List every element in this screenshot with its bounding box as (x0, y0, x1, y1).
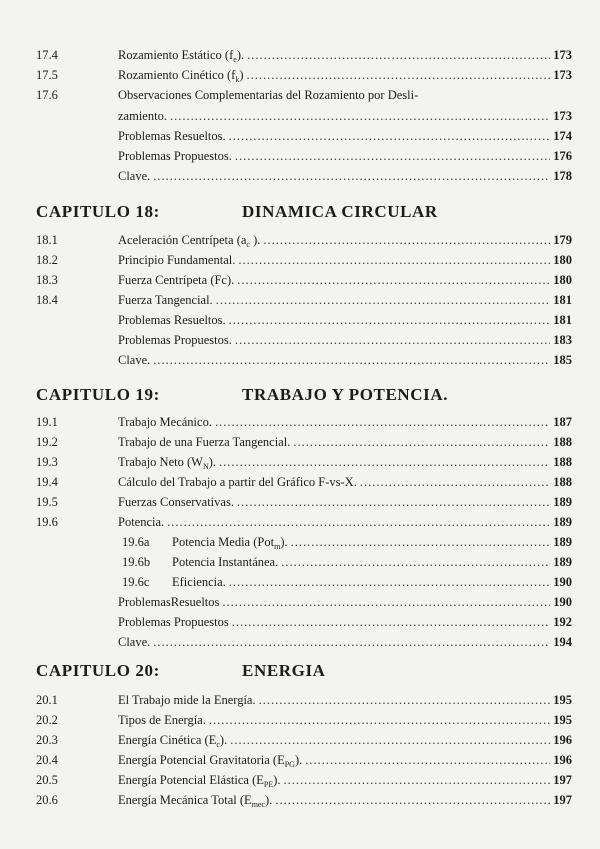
toc-entry[interactable] (118, 690, 572, 710)
toc-row (0, 290, 600, 310)
toc-entry[interactable] (118, 472, 572, 492)
toc-entry[interactable] (118, 290, 572, 310)
toc-entry[interactable] (118, 45, 572, 65)
entry-title: Problemas Resueltos. (118, 129, 226, 143)
toc-row (0, 146, 600, 166)
entry-title: Clave. (118, 635, 151, 649)
entry-title: Fuerza Centrípeta (Fc). (118, 273, 235, 287)
toc-entry[interactable] (118, 166, 572, 186)
toc-row (0, 552, 600, 572)
subsection-number: 19.6b (122, 555, 151, 569)
dot-leader (247, 65, 551, 85)
entry-title: Rozamiento Estático $(f_e)$. (118, 48, 245, 64)
page-number: 178 (553, 169, 572, 183)
toc-row (0, 65, 600, 85)
page-number: 187 (553, 415, 572, 429)
toc-row (0, 472, 600, 492)
dot-leader (230, 730, 550, 750)
dot-leader (219, 452, 550, 472)
section-number: 18.1 (36, 233, 58, 247)
toc-row (0, 532, 600, 552)
dot-leader (229, 572, 550, 592)
entry-title: Clave. (118, 353, 151, 367)
toc-entry[interactable] (118, 85, 572, 105)
toc-entry[interactable] (118, 412, 572, 432)
dot-leader (275, 790, 550, 810)
toc-entry[interactable] (118, 730, 572, 750)
section-number: 17.4 (36, 48, 58, 62)
page-number: 179 (553, 233, 572, 247)
page-number: 195 (553, 693, 572, 707)
section-number: 20.3 (36, 733, 58, 747)
page-number: 176 (553, 149, 572, 163)
page-number: 180 (553, 273, 572, 287)
page-number: 173 (553, 48, 572, 62)
toc-row (0, 750, 600, 770)
dot-leader (293, 432, 550, 452)
toc-row (0, 310, 600, 330)
section-number: 19.3 (36, 455, 58, 469)
dot-leader (263, 230, 550, 250)
entry-title: Trabajo Neto $(W_N)$. (118, 455, 217, 471)
toc-row (0, 330, 600, 350)
page-number: 173 (553, 68, 572, 82)
dot-leader (247, 45, 550, 65)
page-number: 190 (553, 595, 572, 609)
toc-row (0, 412, 600, 432)
toc-row (0, 632, 600, 652)
page-number: 180 (553, 253, 572, 267)
entry-title: Problemas Propuestos. (118, 333, 232, 347)
toc-row (0, 230, 600, 250)
toc-entry[interactable] (118, 250, 572, 270)
entry-title: El Trabajo mide la Energía. (118, 693, 256, 707)
chapter-title: TRABAJO Y POTENCIA. (242, 385, 449, 404)
page-number: 174 (553, 129, 572, 143)
toc-row (0, 432, 600, 452)
dot-leader (229, 310, 551, 330)
page-number: 194 (553, 635, 572, 649)
section-number: 18.4 (36, 293, 58, 307)
toc-row (0, 690, 600, 710)
dot-leader (229, 126, 551, 146)
section-number: 19.5 (36, 495, 58, 509)
entry-title: Problemas Propuestos. (118, 149, 232, 163)
toc-row (0, 106, 600, 126)
toc-entry[interactable] (118, 632, 572, 652)
entry-title: ProblemasResueltos (118, 595, 220, 609)
subsection-number: 19.6c (122, 575, 150, 589)
toc-entry[interactable] (118, 126, 572, 146)
section-number: 18.3 (36, 273, 58, 287)
dot-leader (281, 552, 550, 572)
entry-title: 19.6a Potencia Media (Pot$_m$). (122, 532, 288, 552)
section-number: 19.2 (36, 435, 58, 449)
toc-row (0, 492, 600, 512)
toc-row (0, 710, 600, 730)
entry-title: Tipos de Energía. (118, 713, 206, 727)
toc-entry[interactable] (118, 790, 572, 810)
dot-leader (222, 592, 550, 612)
entry-title: Energía Cinética $(E_c)$. (118, 733, 228, 749)
toc-row (0, 770, 600, 790)
page-number: 188 (553, 475, 572, 489)
page-number: 189 (553, 515, 572, 529)
toc-row (0, 612, 600, 632)
entry-title: Problemas Propuestos (118, 615, 229, 629)
dot-leader (215, 412, 550, 432)
chapter-label: CAPITULO 19: (36, 385, 160, 404)
toc-row (0, 592, 600, 612)
page-number: 189 (553, 535, 572, 549)
page-number: 192 (553, 615, 572, 629)
toc-row (0, 452, 600, 472)
dot-leader (170, 106, 550, 126)
subsection-number: 19.6a (122, 535, 150, 549)
chapter-title: ENERGIA (242, 661, 326, 680)
toc-entry[interactable] (118, 592, 572, 612)
entry-title: Potencia. (118, 515, 165, 529)
section-number: 20.5 (36, 773, 58, 787)
section-number: 17.5 (36, 68, 58, 82)
page-number: 190 (553, 575, 572, 589)
dot-leader (291, 532, 551, 552)
page-number: 196 (553, 733, 572, 747)
toc-row (0, 250, 600, 270)
section-number: 19.6 (36, 515, 58, 529)
toc-entry[interactable] (122, 572, 572, 592)
dot-leader (209, 710, 550, 730)
entry-title: Fuerza Tangencial. (118, 293, 213, 307)
entry-title: Aceleración Centrípeta (→ $a_c$ ). (118, 230, 260, 250)
entry-title: Energía Potencial Elástica $(E_{PE})$. (118, 773, 281, 789)
dot-leader (235, 146, 550, 166)
toc-entry[interactable] (118, 310, 572, 330)
dot-leader (237, 270, 550, 290)
dot-leader (235, 330, 550, 350)
section-number: 19.1 (36, 415, 58, 429)
toc-entry[interactable] (118, 750, 572, 770)
page-number: 197 (553, 773, 572, 787)
page-number: 185 (553, 353, 572, 367)
page-number: 196 (553, 753, 572, 767)
entry-title: Trabajo de una Fuerza Tangencial. (118, 435, 291, 449)
page-number: 195 (553, 713, 572, 727)
chapter-label: CAPITULO 18: (36, 202, 160, 221)
dot-leader (216, 290, 551, 310)
toc-row (0, 126, 600, 146)
toc-row (0, 350, 600, 370)
entry-title: Clave. (118, 169, 151, 183)
toc-row (0, 790, 600, 810)
page-number: 188 (553, 435, 572, 449)
chapter-heading (36, 199, 576, 225)
entry-title: Fuerzas Conservativas. (118, 495, 234, 509)
page-number: 189 (553, 495, 572, 509)
section-number: 20.1 (36, 693, 58, 707)
dot-leader (284, 770, 551, 790)
chapter-heading (36, 658, 576, 684)
chapter-label: CAPITULO 20: (36, 661, 160, 680)
toc-row (0, 572, 600, 592)
dot-leader (167, 512, 550, 532)
toc-entry[interactable] (118, 452, 572, 472)
vector-symbol: → a (241, 230, 247, 250)
page-number: 173 (553, 109, 572, 123)
entry-title: Energía Potencial Gravitatoria $(E_{PG})$. (118, 753, 303, 769)
toc-entry[interactable] (118, 770, 572, 790)
dot-leader (232, 612, 550, 632)
entry-title: 19.6b Potencia Instantánea. (122, 552, 278, 572)
section-number: 20.2 (36, 713, 58, 727)
page-number: 197 (553, 793, 572, 807)
dot-leader (153, 632, 550, 652)
toc-entry[interactable] (122, 532, 572, 552)
toc-entry[interactable] (118, 432, 572, 452)
toc-entry[interactable] (118, 270, 572, 290)
toc-entry[interactable] (118, 512, 572, 532)
page-number: 181 (553, 313, 572, 327)
toc-entry[interactable] (122, 552, 572, 572)
section-number: 19.4 (36, 475, 58, 489)
toc-row (0, 166, 600, 186)
entry-title: Observaciones Complementarias del Rozamiento por Desli- (118, 88, 419, 102)
toc-entry[interactable] (118, 146, 572, 166)
page-number: 188 (553, 455, 572, 469)
chapter-title: DINAMICA CIRCULAR (242, 202, 438, 221)
toc-row (0, 730, 600, 750)
entry-title: Rozamiento Cinético $(f_k)$ (118, 68, 244, 84)
toc-row (0, 270, 600, 290)
page-number: 183 (553, 333, 572, 347)
dot-leader (305, 750, 550, 770)
section-number: 20.6 (36, 793, 58, 807)
section-number: 20.4 (36, 753, 58, 767)
entry-title: 19.6c Eficiencia. (122, 572, 226, 592)
entry-title: Cálculo del Trabajo a partir del Gráfico F-vs-X. (118, 475, 357, 489)
toc-entry[interactable] (118, 106, 572, 126)
entry-title: Problemas Resueltos. (118, 313, 226, 327)
entry-title: Trabajo Mecánico. (118, 415, 212, 429)
toc-entry[interactable] (118, 230, 572, 250)
toc-row (0, 512, 600, 532)
toc-row (0, 45, 600, 65)
toc-entry[interactable] (118, 330, 572, 350)
entry-title: Principio Fundamental. (118, 253, 236, 267)
dot-leader (360, 472, 550, 492)
toc-entry[interactable] (118, 710, 572, 730)
dot-leader (237, 492, 550, 512)
entry-title: zamiento. (118, 109, 167, 123)
dot-leader (153, 166, 550, 186)
dot-leader (238, 250, 550, 270)
section-number: 17.6 (36, 88, 58, 102)
toc-entry[interactable] (118, 65, 572, 85)
dot-leader (259, 690, 551, 710)
page-number: 181 (553, 293, 572, 307)
entry-title: Energía Mecánica Total $(E_{mec})$. (118, 793, 273, 809)
toc-entry[interactable] (118, 612, 572, 632)
toc-entry[interactable] (118, 492, 572, 512)
toc-row (0, 85, 600, 105)
page-number: 189 (553, 555, 572, 569)
toc-entry[interactable] (118, 350, 572, 370)
section-number: 18.2 (36, 253, 58, 267)
dot-leader (153, 350, 550, 370)
chapter-heading (36, 382, 576, 408)
